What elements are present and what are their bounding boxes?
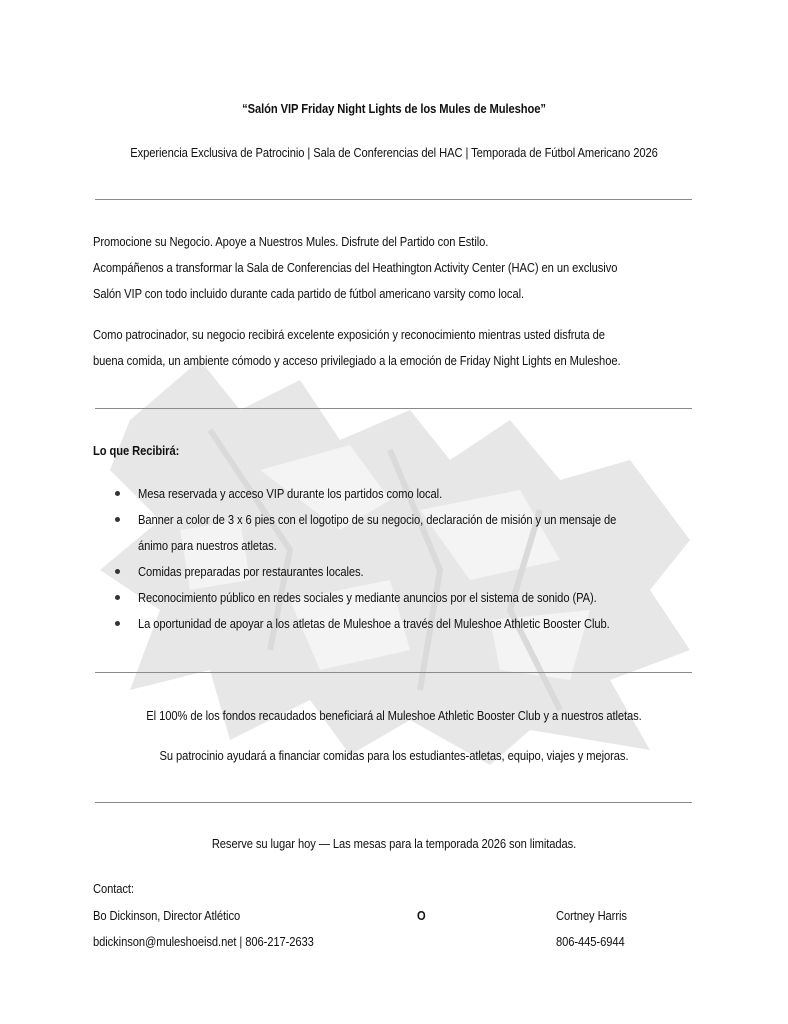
funds-usage: Su patrocinio ayudará a financiar comidas para los estudiantes-atletas, equipo, viajes y mejoras.: [159, 748, 629, 763]
contact-person1-name: Bo Dickinson, Director Atlético: [93, 908, 241, 923]
contact-person2-phone: 806-445-6944: [556, 934, 625, 949]
bullet-icon: [115, 569, 120, 574]
bullet-icon: [115, 517, 120, 522]
sponsor-text-line: buena comida, un ambiente cómodo y acceso privilegiado a la emoción de Friday Night Lights en Muleshoe.: [93, 353, 621, 368]
intro-text-line: Salón VIP con todo incluido durante cada partido de fútbol americano varsity como local.: [93, 286, 524, 301]
divider: [95, 672, 692, 673]
contact-person1-details: bdickinson@muleshoeisd.net | 806-217-2633: [93, 934, 314, 949]
list-item: La oportunidad de apoyar a los atletas de Muleshoe a través del Muleshoe Athletic Booster Club.: [138, 616, 610, 631]
list-item: Banner a color de 3 x 6 pies con el logotipo de su negocio, declaración de misión y un mensaje de: [138, 512, 617, 527]
contact-separator: O: [417, 908, 426, 923]
benefits-heading: Lo que Recibirá:: [93, 443, 180, 458]
divider: [95, 802, 692, 803]
list-item: Reconocimiento público en redes sociales y mediante anuncios por el sistema de sonido (PA).: [138, 590, 597, 605]
sponsor-text-line: Como patrocinador, su negocio recibirá excelente exposición y reconocimiento mientras usted disfruta de: [93, 327, 605, 342]
list-item: Mesa reservada y acceso VIP durante los partidos como local.: [138, 486, 443, 501]
list-item: Comidas preparadas por restaurantes locales.: [138, 564, 364, 579]
bullet-icon: [115, 491, 120, 496]
page-subtitle: Experiencia Exclusiva de Patrocinio | Sala de Conferencias del HAC | Temporada de Fútbol Americano 2026: [130, 145, 658, 160]
bullet-icon: [115, 595, 120, 600]
list-item-continuation: ánimo para nuestros atletas.: [138, 538, 277, 553]
page-title: “Salón VIP Friday Night Lights de los Mules de Muleshoe”: [242, 101, 546, 116]
divider: [95, 199, 692, 200]
contact-label: Contact:: [93, 881, 134, 896]
divider: [95, 408, 692, 409]
intro-text-line: Acompáñenos a transformar la Sala de Conferencias del Heathington Activity Center (HAC) en un exclusivo: [93, 260, 618, 275]
contact-person2-name: Cortney Harris: [556, 908, 627, 923]
bullet-icon: [115, 621, 120, 626]
intro-tagline: Promocione su Negocio. Apoye a Nuestros Mules. Disfrute del Partido con Estilo.: [93, 234, 489, 249]
funds-statement: El 100% de los fondos recaudados beneficiará al Muleshoe Athletic Booster Club y a nuestros atletas.: [146, 708, 642, 723]
reserve-notice: Reserve su lugar hoy — Las mesas para la temporada 2026 son limitadas.: [211, 836, 577, 851]
